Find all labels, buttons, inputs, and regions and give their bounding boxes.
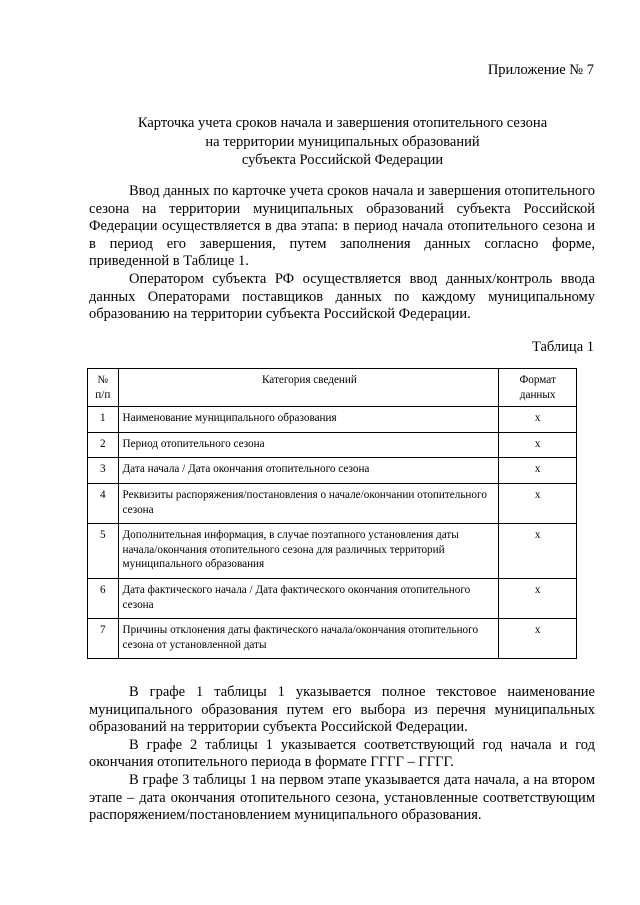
table-row xyxy=(88,407,577,433)
intro-text xyxy=(89,183,595,324)
paragraph: В графе 1 таблицы 1 указывается полное текстовое наименование муниципального образования путем его выбора из перечня муниципальных образований на территории субъекта Российской Федерации. xyxy=(89,684,595,736)
title-line: на территории муниципальных образований xyxy=(205,133,480,150)
header-num-line1: № xyxy=(97,374,109,386)
row-num: 6 xyxy=(88,578,119,618)
document-title xyxy=(70,114,615,170)
row-num: 2 xyxy=(88,432,119,458)
header-num-line2: п/п xyxy=(95,388,111,401)
row-category: Реквизиты распоряжения/постановления о начале/окончании отопительного сезона xyxy=(118,483,499,523)
row-format: х xyxy=(499,432,577,458)
header-format-line1: Формат xyxy=(519,374,556,386)
row-num: 1 xyxy=(88,407,119,433)
header-format xyxy=(499,369,577,407)
row-category: Дата начала / Дата окончания отопительного сезона xyxy=(118,458,499,484)
row-category: Причины отклонения даты фактического начала/окончания отопительного сезона от установленной даты xyxy=(118,619,499,659)
row-format: х xyxy=(499,407,577,433)
table-row xyxy=(88,578,577,618)
row-category: Период отопительного сезона xyxy=(118,432,499,458)
header-category: Категория сведений xyxy=(118,369,499,407)
data-table xyxy=(87,368,577,659)
table-row xyxy=(88,619,577,659)
row-category: Дата фактического начала / Дата фактического окончания отопительного сезона xyxy=(118,578,499,618)
row-category: Дополнительная информация, в случае поэтапного установления даты начала/окончания отопительного сезона для различных территорий муниципального образования xyxy=(118,524,499,579)
row-num: 5 xyxy=(88,524,119,579)
explanation-text xyxy=(89,684,595,825)
row-format: х xyxy=(499,483,577,523)
table-row xyxy=(88,432,577,458)
table-row xyxy=(88,524,577,579)
row-format: х xyxy=(499,458,577,484)
table-caption: Таблица 1 xyxy=(531,339,594,355)
row-num: 3 xyxy=(88,458,119,484)
appendix-label: Приложение № 7 xyxy=(487,62,594,78)
paragraph: В графе 3 таблицы 1 на первом этапе указывается дата начала, а на втором этапе – дата окончания отопительного сезона, установленные соответствующим распоряжением/постановлением муниципального образования. xyxy=(89,771,595,824)
header-num xyxy=(88,369,119,407)
row-format: х xyxy=(499,619,577,659)
row-category: Наименование муниципального образования xyxy=(118,407,499,433)
row-num: 7 xyxy=(88,619,119,659)
title-line: субъекта Российской Федерации xyxy=(241,152,444,168)
paragraph: Ввод данных по карточке учета сроков начала и завершения отопительного сезона на территории муниципальных образований субъекта Российской Федерации осуществляется в два этапа: в период начала отопительного сезона и в период его завершения, путем заполнения данных согласно форме, приведенной в Таблице 1. xyxy=(89,183,595,270)
row-format: х xyxy=(499,524,577,579)
header-format-line2: данных xyxy=(519,388,556,401)
paragraph: Оператором субъекта РФ осуществляется ввод данных/контроль ввода данных Операторами поставщиков данных по каждому муниципальному образованию на территории субъекта Российской Федерации. xyxy=(89,270,595,323)
table-header-row xyxy=(88,369,577,407)
paragraph: В графе 2 таблицы 1 указывается соответствующий год начала и год окончания отопительного периода в формате ГГГГ – ГГГГ. xyxy=(89,736,595,771)
table-row xyxy=(88,483,577,523)
title-line: Карточка учета сроков начала и завершения отопительного сезона xyxy=(137,115,548,131)
row-format: х xyxy=(499,578,577,618)
table-row xyxy=(88,458,577,484)
row-num: 4 xyxy=(88,483,119,523)
